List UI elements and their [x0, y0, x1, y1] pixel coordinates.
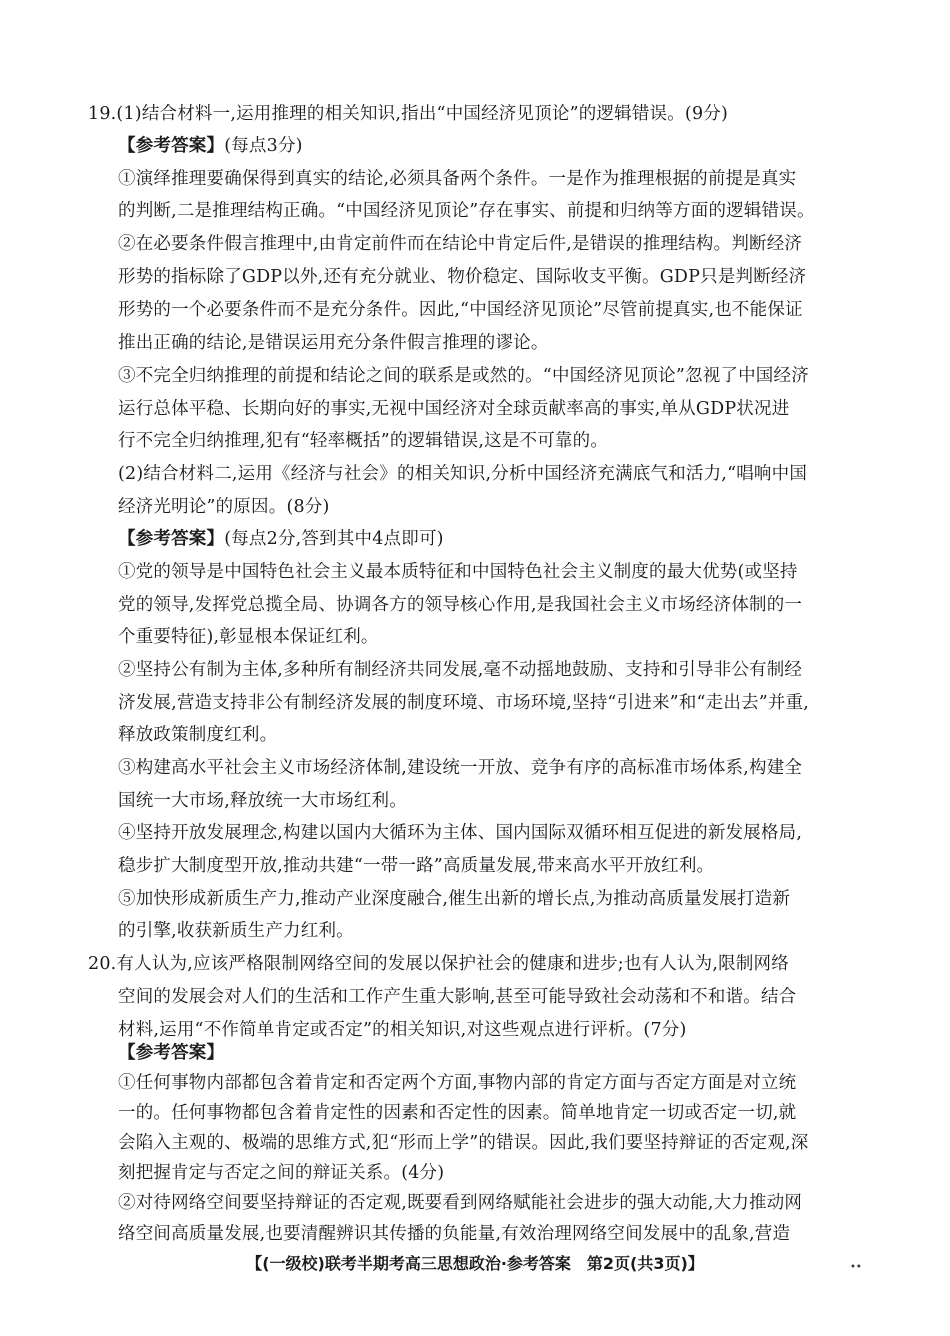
answer-line: 释放政策制度红利。: [118, 725, 278, 745]
answer-line: ④坚持开放发展理念,构建以国内大循环为主体、国内国际双循环相互促进的新发展格局,: [118, 823, 803, 843]
q20-question-line: 20.有人认为,应该严格限制网络空间的发展以保护社会的健康和进步;也有人认为,限制网络: [88, 954, 789, 974]
corner-mark: ••: [850, 1262, 862, 1273]
q19-part1-answer-header: [118, 133, 862, 159]
answer-line: 络空间高质量发展,也要清醒辨识其传播的负能量,有效治理网络空间发展中的乱象,营造: [118, 1224, 791, 1244]
answer-line: 会陷入主观的、极端的思维方式,犯“形而上学”的错误。因此,我们要坚持辩证的否定观,深: [118, 1133, 809, 1153]
q19-part2-question-line: (2)结合材料二,运用《经济与社会》的相关知识,分析中国经济充满底气和活力,“唱响中国: [118, 464, 808, 484]
q19-part2-answer-header: [118, 526, 862, 552]
answer-line: ①演绎推理要确保得到真实的结论,必须具备两个条件。一是作为推理根据的前提是真实: [118, 169, 797, 189]
answer-line: 行不完全归纳推理,犯有“轻率概括”的逻辑错误,这是不可靠的。: [118, 431, 609, 451]
answer-note: (每点3分): [224, 136, 303, 156]
answer-line: ①党的领导是中国特色社会主义最本质特征和中国特色社会主义制度的最大优势(或坚持: [118, 562, 798, 582]
answer-tag: 【参考答案】: [118, 529, 225, 549]
answer-line: ②在必要条件假言推理中,由肯定前件而在结论中肯定后件,是错误的推理结构。判断经济: [118, 234, 803, 254]
q20-question-line: 材料,运用“不作简单肯定或否定”的相关知识,对这些观点进行评析。(7分): [118, 1020, 687, 1040]
answer-line: ③不完全归纳推理的前提和结论之间的联系是或然的。“中国经济见顶论”忽视了中国经济: [118, 366, 809, 386]
answer-line: 一的。任何事物都包含着肯定性的因素和否定性的因素。简单地肯定一切或否定一切,就: [118, 1103, 797, 1123]
answer-line: 国统一大市场,释放统一大市场红利。: [118, 791, 407, 811]
q20-answer-header: [118, 1040, 862, 1066]
answer-line: ②坚持公有制为主体,多种所有制经济共同发展,毫不动摇地鼓励、支持和引导非公有制经: [118, 660, 803, 680]
answer-line: ⑤加快形成新质生产力,推动产业深度融合,催生出新的增长点,为推动高质量发展打造新: [118, 889, 791, 909]
answer-tag: 【参考答案】: [118, 1043, 225, 1063]
answer-line: 个重要特征),彰显根本保证红利。: [118, 627, 379, 647]
answer-line: ③构建高水平社会主义市场经济体制,建设统一开放、竞争有序的高标准市场体系,构建全: [118, 758, 803, 778]
q20-question-line: 空间的发展会对人们的生活和工作产生重大影响,甚至可能导致社会动荡和不和谐。结合: [118, 987, 797, 1007]
answer-line: 运行总体平稳、长期向好的事实,无视中国经济对全球贡献率高的事实,单从GDP状况进: [118, 399, 790, 419]
answer-line: 形势的一个必要条件而不是充分条件。因此,“中国经济见顶论”尽管前提真实,也不能保证: [118, 300, 803, 320]
answer-line: 推出正确的结论,是错误运用充分条件假言推理的谬论。: [118, 333, 549, 353]
q19-part2-question-line: 经济光明论”的原因。(8分): [118, 497, 330, 517]
answer-line: ②对待网络空间要坚持辩证的否定观,既要看到网络赋能社会进步的强大动能,大力推动网: [118, 1193, 803, 1213]
answer-tag: 【参考答案】: [118, 136, 225, 156]
answer-line: 济发展,营造支持非公有制经济发展的制度环境、市场环境,坚持“引进来”和“走出去”并重,: [118, 693, 810, 713]
answer-line: ①任何事物内部都包含着肯定和否定两个方面,事物内部的肯定方面与否定方面是对立统: [118, 1073, 797, 1093]
answer-line: 的引擎,收获新质生产力红利。: [118, 921, 354, 941]
answer-line: 刻把握肯定与否定之间的辩证关系。(4分): [118, 1163, 445, 1183]
answer-note: (每点2分,答到其中4点即可): [224, 529, 444, 549]
answer-line: 稳步扩大制度型开放,推动共建“一带一路”高质量发展,带来高水平开放红利。: [118, 856, 715, 876]
answer-line: 党的领导,发挥党总揽全局、协调各方的领导核心作用,是我国社会主义市场经济体制的一: [118, 595, 803, 615]
answer-line: 形势的指标除了GDP以外,还有充分就业、物价稳定、国际收支平衡。GDP只是判断经济: [118, 267, 807, 287]
answer-line: 的判断,二是推理结构正确。“中国经济见顶论”存在事实、前提和归纳等方面的逻辑错误。: [118, 201, 815, 221]
page-footer: 【(一级校)联考半期考高三思想政治·参考答案 第2页(共3页)】: [246, 1254, 704, 1273]
q19-part1-question: 19.(1)结合材料一,运用推理的相关知识,指出“中国经济见顶论”的逻辑错误。(9分): [88, 104, 729, 124]
